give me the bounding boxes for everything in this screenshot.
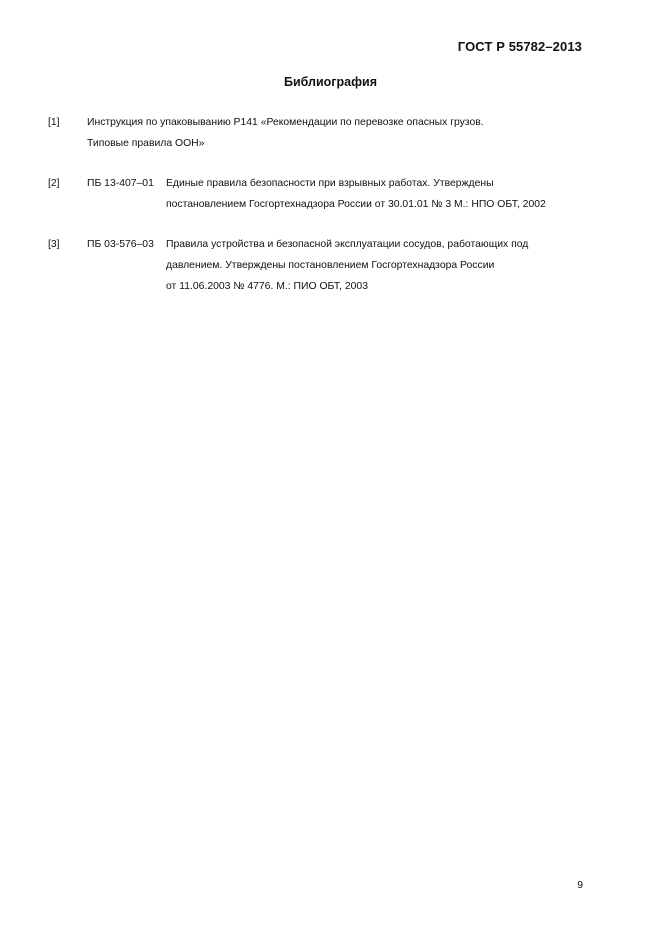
bibliography-title: Библиография (283, 75, 378, 89)
entry-number: [2] (48, 178, 60, 189)
entry-number: [1] (48, 117, 60, 128)
document-standard-code: ГОСТ Р 55782–2013 (457, 39, 582, 54)
entry-text (166, 234, 596, 297)
entry-text-line: Правила устройства и безопасной эксплуатации сосудов, работающих под (166, 239, 529, 250)
entry-text-line: Типовые правила ООН» (87, 138, 205, 149)
entry-text (166, 173, 596, 215)
entry-code: ПБ 03-576–03 (87, 239, 154, 250)
entry-number: [3] (48, 239, 60, 250)
entry-code: ПБ 13-407–01 (87, 178, 154, 189)
page-number: 9 (577, 880, 583, 891)
entry-text-line: Инструкция по упаковыванию Р141 «Рекомендации по перевозке опасных грузов. (87, 117, 484, 128)
entry-text-line: давлением. Утверждены постановлением Госгортехнадзора России (166, 260, 495, 271)
entry-text (87, 112, 517, 154)
entry-text-line: Единые правила безопасности при взрывных работах. Утверждены (166, 178, 494, 189)
entry-text-line: от 11.06.2003 № 4776. М.: ПИО ОБТ, 2003 (166, 281, 368, 292)
entry-text-line: постановлением Госгортехнадзора России от 30.01.01 № 3 М.: НПО ОБТ, 2002 (166, 199, 546, 210)
